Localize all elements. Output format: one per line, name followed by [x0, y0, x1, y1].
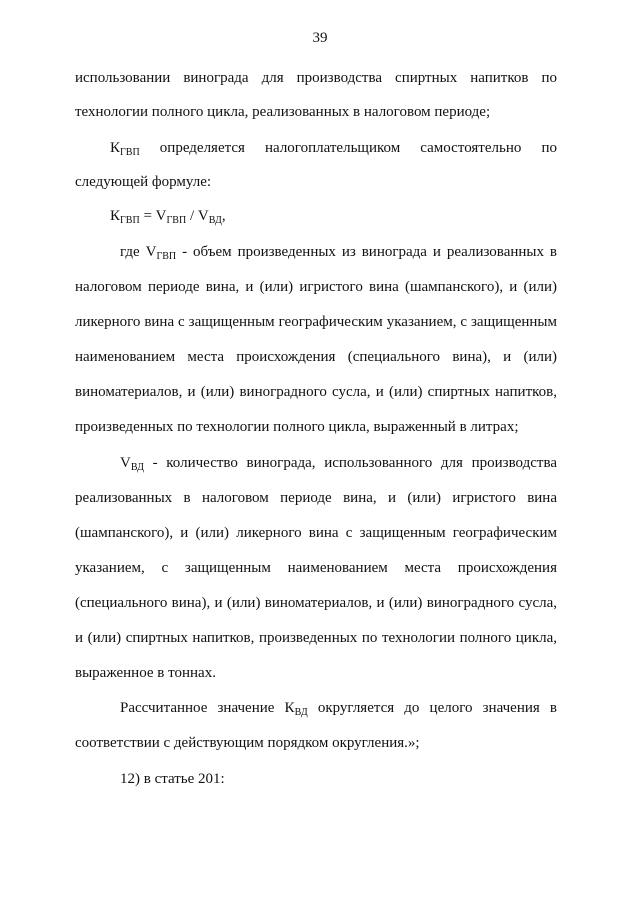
paragraph-4-line-2: реализованных в налоговом периоде вина, и (или) игристого вина	[75, 490, 557, 506]
paragraph-5-line-2: соответствии с действующим порядком округления.»;	[75, 735, 420, 751]
paragraph-6-line-1: 12) в статье 201:	[120, 771, 225, 787]
paragraph-1-line-1: использовании винограда для производства спиртных напитков по	[75, 70, 557, 86]
formula-eq-v: = V	[139, 208, 167, 224]
paragraph-3-text: - объем произведенных из винограда и реализованных в	[176, 244, 557, 260]
paragraph-3-line-3: ликерного вина с защищенным географическим указанием, с защищенным	[75, 314, 557, 330]
where-v-text: где V	[120, 244, 157, 260]
paragraph-3-line-4: наименованием места происхождения (специального вина), и (или)	[75, 349, 557, 365]
formula-k: К	[110, 208, 121, 224]
page-number: 39	[312, 30, 328, 46]
paragraph-5-line-1	[120, 698, 557, 718]
paragraph-4-line-5: (специального вина), и (или) виноматериалов, и (или) виноградного сусла,	[75, 595, 557, 611]
v-gvp-subscript: ГВП	[156, 251, 177, 262]
formula	[110, 206, 226, 226]
k-subscript: ГВП	[120, 147, 140, 158]
paragraph-5-text: округляется до целого значения в	[307, 700, 557, 716]
paragraph-4-line-3: (шампанского), и (или) ликерного вина с защищенным географическим	[75, 525, 557, 541]
paragraph-4-line-6: и (или) спиртных напитков, произведенных по технологии полного цикла,	[75, 630, 557, 646]
paragraph-2-line-1	[110, 138, 557, 158]
formula-tail: ,	[221, 208, 226, 224]
paragraph-4-line-7: выраженное в тоннах.	[75, 665, 216, 681]
paragraph-2-text: определяется налогоплательщиком самостоятельно по	[139, 140, 557, 156]
paragraph-2-line-2: следующей формуле:	[75, 174, 212, 190]
paragraph-3-line-6: произведенных по технологии полного цикла, выраженный в литрах;	[75, 419, 519, 435]
v-symbol: V	[120, 455, 131, 471]
k-symbol: К	[110, 140, 121, 156]
paragraph-3-line-2: налоговом периоде вина, и (или) игристого вина (шампанского), и (или)	[75, 279, 557, 295]
paragraph-4-line-4: указанием, с защищенным наименованием места происхождения	[75, 560, 557, 576]
paragraph-4-line-1	[120, 453, 557, 473]
paragraph-5-lead: Рассчитанное значение К	[120, 700, 295, 716]
formula-vd-subscript: ВД	[208, 215, 222, 226]
v-vd-subscript: ВД	[130, 462, 144, 473]
paragraph-4-text: - количество винограда, использованного для производства	[143, 455, 557, 471]
formula-div-v: / V	[186, 208, 209, 224]
formula-k-subscript: ГВП	[120, 215, 140, 226]
paragraph-3-line-5: виноматериалов, и (или) виноградного сусла, и (или) спиртных напитков,	[75, 384, 557, 400]
k-vd-subscript: ВД	[294, 707, 308, 718]
paragraph-3-line-1	[120, 242, 557, 262]
formula-v-subscript: ГВП	[166, 215, 187, 226]
paragraph-1-line-2: технологии полного цикла, реализованных в налоговом периоде;	[75, 104, 491, 120]
